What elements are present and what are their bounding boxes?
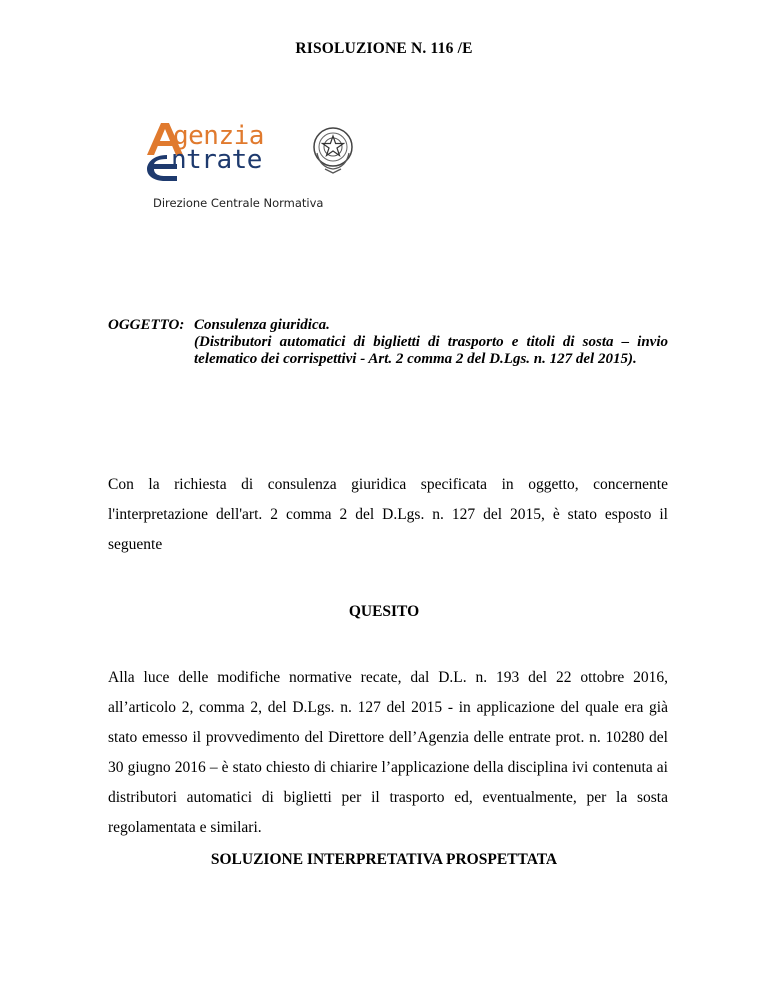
heading-quesito: QUESITO — [348, 603, 420, 620]
subject-label: OGGETTO: — [108, 317, 185, 333]
quesito-paragraph: Alla luce delle modifiche normative recate, dal D.L. n. 193 del 22 ottobre 2016, all’articolo 2, comma 2, del D.Lgs. n. 127 del 2015 - in applicazione del quale era già stato emesso il provvedimento del Direttore dell’Agenzia delle entrate prot. n. 10280 del 30 giugno 2016 – è stato chiesto di chiarire l’applicazione della disciplina ivi contenuta ai distributori automatici di biglietti per il trasporto ed, eventualmente, per la sosta regolamentata e similari. — [108, 669, 668, 836]
logo-caption: Direzione Centrale Normativa — [153, 196, 324, 210]
subject-title: Consulenza giuridica. — [194, 317, 330, 333]
logo-text-ntrate: ntrate — [171, 145, 262, 175]
agenzia-entrate-logo — [143, 121, 358, 183]
intro-paragraph: Con la richiesta di consulenza giuridica specificata in oggetto, concernente l'interpretazione dell'art. 2 comma 2 del D.Lgs. n. 127 del 2015, è stato esposto il seguente — [108, 476, 668, 553]
logo-text-genzia: genzia — [173, 121, 264, 151]
subject-detail: (Distributori automatici di biglietti di trasporto e titoli di sosta – invio telematico dei corrispettivi - Art. 2 comma 2 del D.Lgs. n. 127 del 2015). — [194, 334, 668, 367]
heading-soluzione: SOLUZIONE INTERPRETATIVA PROSPETTATA — [210, 851, 558, 868]
document-title: RISOLUZIONE N. 116 /E — [295, 40, 473, 57]
italian-republic-emblem-icon — [311, 123, 355, 175]
